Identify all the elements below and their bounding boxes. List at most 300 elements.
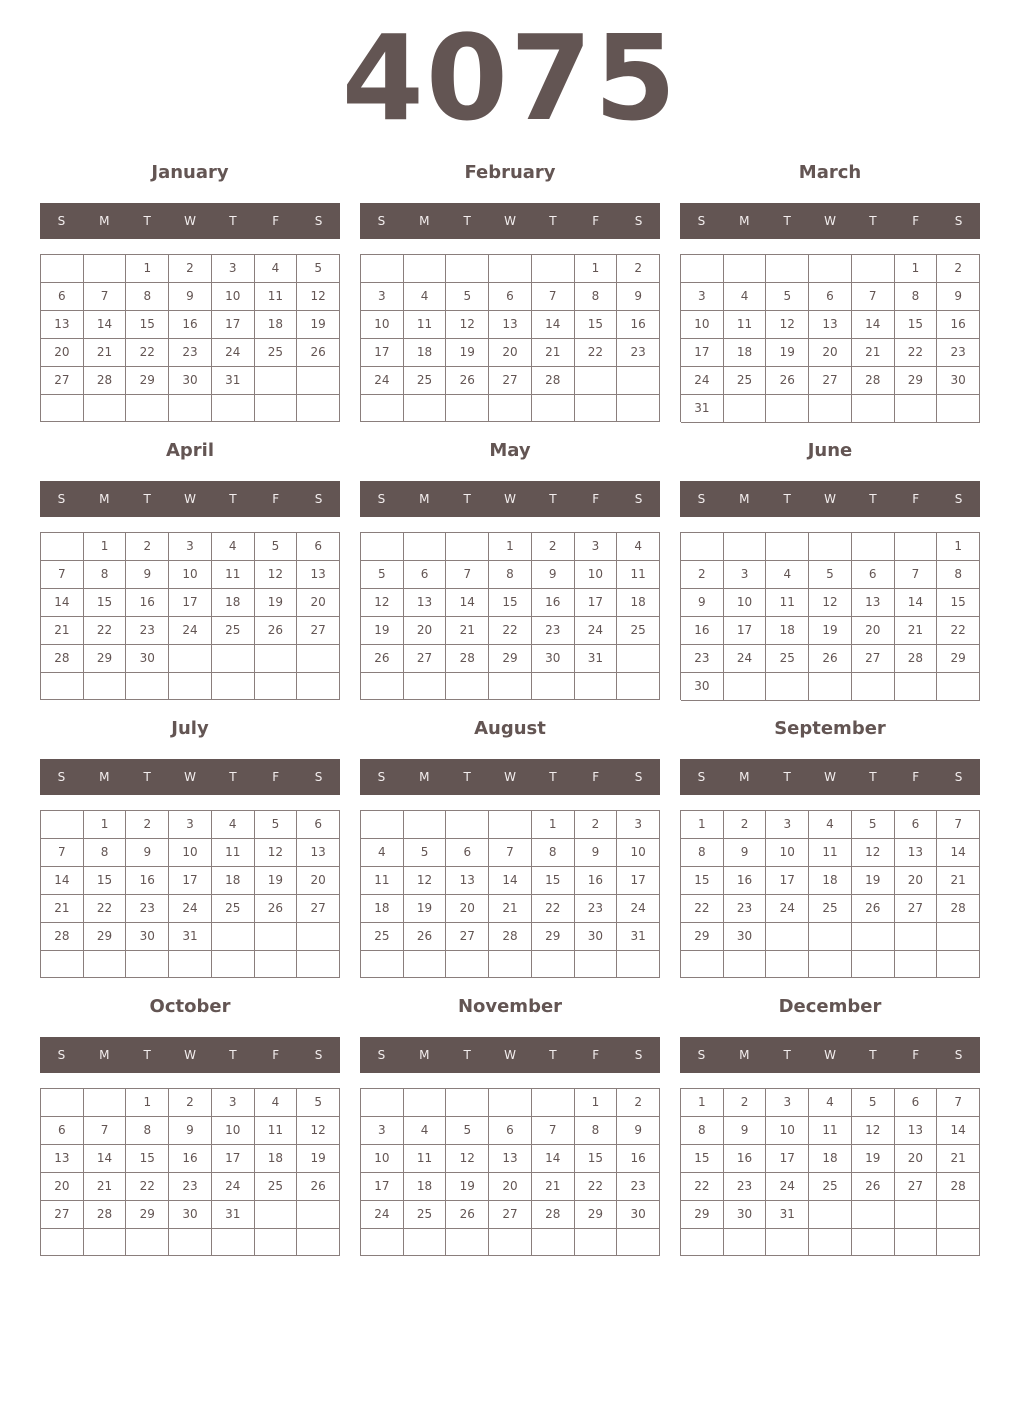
empty-day-cell [766, 255, 809, 283]
day-cell: 25 [404, 1201, 447, 1229]
day-cell: 19 [404, 895, 447, 923]
day-cell: 2 [575, 811, 618, 839]
day-cell: 28 [895, 645, 938, 673]
weekday-label: T [229, 492, 237, 506]
empty-day-cell [41, 255, 84, 283]
day-cell: 26 [809, 645, 852, 673]
empty-day-cell [937, 1201, 980, 1229]
empty-day-cell [724, 951, 767, 978]
day-cell: 9 [575, 839, 618, 867]
day-cell: 21 [489, 895, 532, 923]
day-cell: 31 [169, 923, 212, 951]
day-cell: 24 [212, 1173, 255, 1201]
day-cell: 22 [84, 895, 127, 923]
day-cell: 18 [255, 1145, 298, 1173]
day-cell: 29 [489, 645, 532, 673]
empty-day-cell [84, 951, 127, 978]
day-cell: 21 [937, 867, 980, 895]
day-grid [360, 532, 660, 700]
day-cell: 26 [255, 617, 298, 645]
weekday-header [680, 481, 980, 517]
day-cell: 19 [809, 617, 852, 645]
day-cell: 7 [41, 839, 84, 867]
weekday-label: W [184, 1048, 196, 1062]
day-cell: 4 [809, 811, 852, 839]
weekday-header [360, 203, 660, 239]
day-cell: 7 [84, 283, 127, 311]
day-cell: 20 [489, 1173, 532, 1201]
day-cell: 7 [937, 811, 980, 839]
day-cell: 20 [852, 617, 895, 645]
day-cell: 12 [809, 589, 852, 617]
day-cell: 26 [852, 1173, 895, 1201]
day-cell: 14 [84, 311, 127, 339]
empty-day-cell [809, 1201, 852, 1229]
day-cell: 5 [852, 811, 895, 839]
day-cell: 3 [766, 1089, 809, 1117]
weekday-label: M [99, 770, 110, 784]
weekday-label: W [184, 770, 196, 784]
day-cell: 14 [84, 1145, 127, 1173]
day-cell: 10 [169, 561, 212, 589]
empty-day-cell [41, 1089, 84, 1117]
day-cell: 22 [84, 617, 127, 645]
day-cell: 24 [169, 895, 212, 923]
weekday-label: W [504, 770, 516, 784]
empty-day-cell [852, 533, 895, 561]
day-cell: 14 [532, 1145, 575, 1173]
empty-day-cell [361, 1229, 404, 1256]
day-cell: 29 [84, 923, 127, 951]
day-cell: 2 [126, 533, 169, 561]
day-cell: 7 [937, 1089, 980, 1117]
day-cell: 17 [575, 589, 618, 617]
empty-day-cell [766, 673, 809, 701]
empty-day-cell [532, 255, 575, 283]
day-cell: 1 [937, 533, 980, 561]
day-cell: 1 [575, 1089, 618, 1117]
day-cell: 25 [617, 617, 660, 645]
day-cell: 8 [532, 839, 575, 867]
day-cell: 19 [766, 339, 809, 367]
day-cell: 9 [169, 283, 212, 311]
day-cell: 16 [169, 311, 212, 339]
empty-day-cell [169, 395, 212, 422]
day-cell: 14 [852, 311, 895, 339]
day-cell: 23 [617, 1173, 660, 1201]
weekday-label: S [954, 1048, 963, 1062]
empty-day-cell [297, 395, 340, 422]
day-cell: 27 [297, 895, 340, 923]
weekday-label: F [592, 1048, 600, 1062]
weekday-label: S [954, 770, 963, 784]
day-cell: 25 [212, 617, 255, 645]
day-cell: 24 [361, 367, 404, 395]
day-cell: 17 [724, 617, 767, 645]
empty-day-cell [937, 951, 980, 978]
day-cell: 24 [681, 367, 724, 395]
weekday-label: S [57, 1048, 66, 1062]
weekday-header [40, 203, 340, 239]
day-cell: 6 [895, 811, 938, 839]
day-cell: 15 [575, 311, 618, 339]
day-cell: 27 [489, 1201, 532, 1229]
month-name: March [798, 162, 862, 183]
day-cell: 20 [297, 867, 340, 895]
day-cell: 31 [766, 1201, 809, 1229]
day-cell: 20 [297, 589, 340, 617]
day-cell: 22 [126, 1173, 169, 1201]
day-cell: 16 [724, 1145, 767, 1173]
empty-day-cell [575, 395, 618, 422]
day-cell: 12 [852, 839, 895, 867]
weekday-label: S [314, 214, 323, 228]
day-cell: 10 [766, 1117, 809, 1145]
day-cell: 8 [575, 283, 618, 311]
day-cell: 26 [446, 367, 489, 395]
weekday-label: M [99, 1048, 110, 1062]
day-cell: 17 [169, 589, 212, 617]
day-cell: 6 [404, 561, 447, 589]
day-cell: 26 [852, 895, 895, 923]
weekday-label: F [592, 770, 600, 784]
day-cell: 8 [575, 1117, 618, 1145]
day-cell: 6 [809, 283, 852, 311]
empty-day-cell [895, 533, 938, 561]
empty-day-cell [255, 951, 298, 978]
day-cell: 6 [895, 1089, 938, 1117]
day-cell: 11 [809, 839, 852, 867]
weekday-label: W [824, 492, 836, 506]
weekday-header [680, 1037, 980, 1073]
day-cell: 25 [404, 367, 447, 395]
day-cell: 12 [446, 1145, 489, 1173]
day-cell: 13 [446, 867, 489, 895]
day-cell: 4 [212, 533, 255, 561]
month-name: August [474, 718, 546, 739]
weekday-label: T [549, 770, 557, 784]
weekday-header [360, 759, 660, 795]
empty-day-cell [809, 395, 852, 423]
day-cell: 2 [724, 811, 767, 839]
day-cell: 30 [126, 645, 169, 673]
empty-day-cell [895, 1229, 938, 1256]
day-grid [40, 532, 340, 700]
day-cell: 3 [361, 1117, 404, 1145]
empty-day-cell [169, 645, 212, 673]
day-cell: 27 [41, 367, 84, 395]
empty-day-cell [809, 673, 852, 701]
day-cell: 4 [404, 1117, 447, 1145]
day-cell: 11 [255, 283, 298, 311]
day-cell: 23 [575, 895, 618, 923]
day-cell: 22 [126, 339, 169, 367]
empty-day-cell [446, 395, 489, 422]
day-cell: 7 [446, 561, 489, 589]
empty-day-cell [575, 367, 618, 395]
day-cell: 5 [297, 255, 340, 283]
weekday-label: S [377, 214, 386, 228]
day-cell: 31 [212, 1201, 255, 1229]
day-cell: 2 [169, 1089, 212, 1117]
day-cell: 13 [297, 561, 340, 589]
day-cell: 4 [212, 811, 255, 839]
empty-day-cell [489, 1089, 532, 1117]
day-cell: 15 [575, 1145, 618, 1173]
empty-day-cell [724, 1229, 767, 1256]
day-cell: 1 [895, 255, 938, 283]
day-cell: 30 [169, 1201, 212, 1229]
day-cell: 13 [852, 589, 895, 617]
empty-day-cell [489, 811, 532, 839]
day-cell: 10 [617, 839, 660, 867]
empty-day-cell [126, 1229, 169, 1256]
empty-day-cell [404, 811, 447, 839]
day-cell: 30 [681, 673, 724, 701]
day-cell: 4 [809, 1089, 852, 1117]
day-cell: 2 [724, 1089, 767, 1117]
month-name: April [165, 440, 215, 461]
day-cell: 16 [617, 311, 660, 339]
weekday-label: S [57, 492, 66, 506]
day-cell: 5 [255, 533, 298, 561]
empty-day-cell [126, 673, 169, 700]
empty-day-cell [895, 923, 938, 951]
empty-day-cell [809, 255, 852, 283]
day-cell: 21 [852, 339, 895, 367]
day-cell: 20 [895, 1145, 938, 1173]
day-cell: 29 [895, 367, 938, 395]
day-cell: 26 [297, 339, 340, 367]
empty-day-cell [404, 533, 447, 561]
weekday-label: T [463, 214, 471, 228]
empty-day-cell [404, 673, 447, 700]
empty-day-cell [404, 1089, 447, 1117]
day-cell: 28 [84, 367, 127, 395]
day-cell: 10 [212, 283, 255, 311]
day-cell: 3 [169, 811, 212, 839]
day-cell: 11 [766, 589, 809, 617]
day-cell: 17 [617, 867, 660, 895]
weekday-label: T [869, 770, 877, 784]
empty-day-cell [937, 923, 980, 951]
day-cell: 28 [937, 895, 980, 923]
day-cell: 7 [895, 561, 938, 589]
day-cell: 11 [212, 839, 255, 867]
day-cell: 22 [575, 1173, 618, 1201]
day-cell: 3 [766, 811, 809, 839]
day-cell: 15 [895, 311, 938, 339]
day-cell: 14 [937, 839, 980, 867]
day-cell: 2 [617, 1089, 660, 1117]
day-cell: 8 [681, 1117, 724, 1145]
month-name: May [489, 440, 531, 461]
day-cell: 27 [852, 645, 895, 673]
empty-day-cell [212, 923, 255, 951]
day-cell: 1 [84, 533, 127, 561]
day-cell: 29 [681, 923, 724, 951]
day-cell: 15 [532, 867, 575, 895]
day-cell: 27 [895, 895, 938, 923]
empty-day-cell [852, 1229, 895, 1256]
empty-day-cell [84, 673, 127, 700]
day-cell: 20 [404, 617, 447, 645]
empty-day-cell [297, 1201, 340, 1229]
empty-day-cell [724, 255, 767, 283]
day-cell: 18 [404, 339, 447, 367]
month-name: October [149, 996, 231, 1017]
weekday-header [360, 1037, 660, 1073]
day-cell: 19 [852, 867, 895, 895]
day-cell: 24 [169, 617, 212, 645]
day-cell: 26 [404, 923, 447, 951]
empty-day-cell [404, 255, 447, 283]
month-name: February [464, 162, 556, 183]
weekday-label: S [314, 1048, 323, 1062]
day-cell: 28 [532, 367, 575, 395]
day-cell: 9 [532, 561, 575, 589]
weekday-label: S [697, 214, 706, 228]
empty-day-cell [41, 533, 84, 561]
day-cell: 19 [446, 339, 489, 367]
day-cell: 25 [766, 645, 809, 673]
day-cell: 27 [41, 1201, 84, 1229]
weekday-label: S [634, 214, 643, 228]
empty-day-cell [766, 951, 809, 978]
empty-day-cell [404, 1229, 447, 1256]
empty-day-cell [532, 673, 575, 700]
day-cell: 8 [681, 839, 724, 867]
day-cell: 12 [297, 1117, 340, 1145]
empty-day-cell [404, 395, 447, 422]
day-cell: 31 [212, 367, 255, 395]
day-cell: 30 [575, 923, 618, 951]
empty-day-cell [895, 673, 938, 701]
day-cell: 11 [617, 561, 660, 589]
empty-day-cell [212, 673, 255, 700]
empty-day-cell [617, 367, 660, 395]
day-cell: 16 [532, 589, 575, 617]
day-cell: 5 [297, 1089, 340, 1117]
day-cell: 28 [84, 1201, 127, 1229]
empty-day-cell [532, 395, 575, 422]
day-cell: 20 [41, 339, 84, 367]
day-cell: 3 [575, 533, 618, 561]
weekday-label: T [229, 770, 237, 784]
empty-day-cell [84, 395, 127, 422]
day-cell: 9 [724, 1117, 767, 1145]
day-cell: 12 [766, 311, 809, 339]
day-cell: 2 [169, 255, 212, 283]
day-cell: 10 [361, 1145, 404, 1173]
day-cell: 16 [126, 589, 169, 617]
day-cell: 4 [766, 561, 809, 589]
weekday-label: W [184, 214, 196, 228]
empty-day-cell [532, 951, 575, 978]
day-cell: 27 [895, 1173, 938, 1201]
day-cell: 5 [852, 1089, 895, 1117]
empty-day-cell [126, 951, 169, 978]
day-cell: 21 [532, 339, 575, 367]
day-cell: 9 [937, 283, 980, 311]
day-cell: 4 [361, 839, 404, 867]
month-name: December [778, 996, 882, 1017]
day-cell: 15 [126, 311, 169, 339]
day-cell: 23 [937, 339, 980, 367]
empty-day-cell [361, 255, 404, 283]
empty-day-cell [169, 673, 212, 700]
empty-day-cell [404, 951, 447, 978]
day-cell: 11 [404, 311, 447, 339]
day-cell: 10 [766, 839, 809, 867]
day-cell: 18 [361, 895, 404, 923]
empty-day-cell [937, 673, 980, 701]
day-cell: 28 [41, 923, 84, 951]
day-cell: 19 [255, 589, 298, 617]
day-cell: 13 [297, 839, 340, 867]
day-cell: 11 [809, 1117, 852, 1145]
day-cell: 30 [617, 1201, 660, 1229]
weekday-label: M [419, 1048, 430, 1062]
day-cell: 3 [361, 283, 404, 311]
day-cell: 14 [489, 867, 532, 895]
empty-day-cell [852, 923, 895, 951]
weekday-header [680, 203, 980, 239]
day-cell: 25 [255, 1173, 298, 1201]
day-cell: 8 [937, 561, 980, 589]
day-cell: 21 [84, 339, 127, 367]
day-cell: 28 [489, 923, 532, 951]
day-grid [40, 1088, 340, 1256]
day-cell: 12 [255, 561, 298, 589]
day-cell: 27 [446, 923, 489, 951]
day-cell: 15 [937, 589, 980, 617]
day-cell: 11 [255, 1117, 298, 1145]
day-cell: 2 [681, 561, 724, 589]
day-cell: 19 [297, 311, 340, 339]
empty-day-cell [489, 1229, 532, 1256]
empty-day-cell [681, 255, 724, 283]
day-cell: 22 [532, 895, 575, 923]
day-cell: 5 [766, 283, 809, 311]
day-cell: 17 [212, 1145, 255, 1173]
weekday-label: F [912, 214, 920, 228]
weekday-label: S [377, 1048, 386, 1062]
day-cell: 7 [532, 283, 575, 311]
day-cell: 10 [212, 1117, 255, 1145]
day-cell: 12 [446, 311, 489, 339]
day-cell: 30 [532, 645, 575, 673]
empty-day-cell [41, 395, 84, 422]
day-cell: 16 [126, 867, 169, 895]
empty-day-cell [809, 923, 852, 951]
day-cell: 6 [446, 839, 489, 867]
weekday-label: M [739, 770, 750, 784]
empty-day-cell [255, 645, 298, 673]
day-cell: 17 [766, 1145, 809, 1173]
empty-day-cell [84, 1089, 127, 1117]
day-cell: 31 [575, 645, 618, 673]
day-cell: 25 [809, 895, 852, 923]
weekday-label: M [739, 214, 750, 228]
weekday-label: S [697, 492, 706, 506]
day-cell: 27 [809, 367, 852, 395]
day-cell: 28 [446, 645, 489, 673]
empty-day-cell [212, 645, 255, 673]
empty-day-cell [361, 533, 404, 561]
day-cell: 15 [84, 589, 127, 617]
day-cell: 7 [489, 839, 532, 867]
